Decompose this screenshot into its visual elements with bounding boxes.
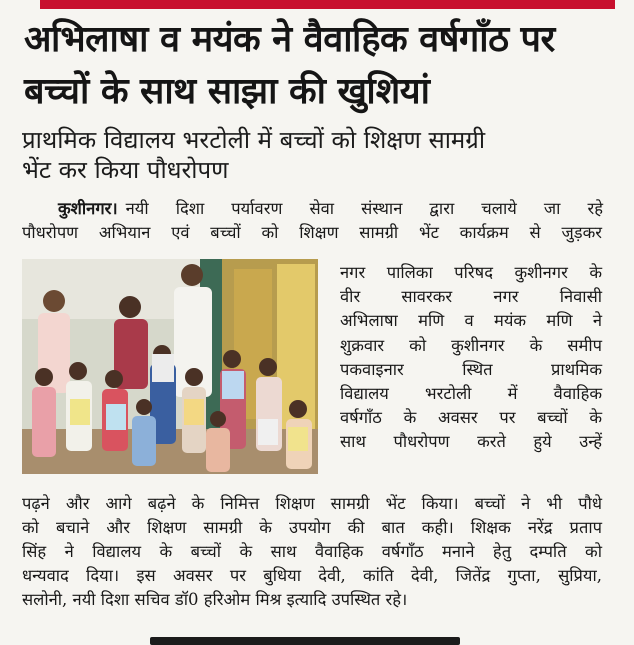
article-line: पढ़ने और आगे बढ़ने के निमित्त शिक्षण सामग्री भेंट किया। बच्चों ने भी पौधे (22, 494, 602, 513)
children-group-photo (22, 259, 318, 474)
article-line-1-row (58, 197, 603, 221)
subheadline-line-1: प्राथमिक विद्यालय भरटोली में बच्चों को शिक्षण सामग्री (22, 126, 486, 154)
subheadline-line-2: भेंट कर किया पौधरोपण (22, 156, 229, 184)
headline-line-1: अभिलाषा व मयंक ने वैवाहिक वर्षगाँठ पर (24, 19, 555, 60)
article-line: पौधरोपण अभियान एवं बच्चों को शिक्षण सामग्री भेंट कार्यक्रम से जुड़कर (22, 223, 602, 242)
article-line: वर्षगाँठ के अवसर पर बच्चों के (340, 408, 602, 427)
article-line: शुक्रवार को कुशीनगर के समीप (340, 336, 602, 355)
article-line: अभिलाषा मणि व मयंक मणि ने (340, 311, 602, 330)
dateline-place: कुशीनगर। (58, 199, 118, 218)
headline-line-2: बच्चों के साथ साझा की खुशियां (24, 71, 430, 112)
article-line: वीर सावरकर नगर निवासी (340, 287, 602, 306)
article-line: विद्यालय भरटोली में वैवाहिक (340, 384, 602, 403)
article-line: सलोनी, नयी दिशा सचिव डॉ0 हरिओम मिश्र इत्यादि उपस्थित रहे। (22, 590, 408, 609)
article-line: सिंह ने विद्यालय के बच्चों के साथ वैवाहिक वर्षगाँठ मनाने हेतु दम्पति को (22, 542, 602, 561)
article-line: को बचाने और शिक्षण सामग्री के उपयोग की बात कही। शिक्षक नरेंद्र प्रताप (22, 518, 602, 537)
next-article-headline-fragment (150, 637, 460, 645)
article-line: नयी दिशा पर्यावरण सेवा संस्थान द्वारा चलाये जा रहे (125, 199, 603, 218)
article-line: नगर पालिका परिषद कुशीनगर के (340, 263, 602, 282)
article-line: साथ पौधरोपण करते हुये उन्हें (340, 432, 602, 451)
red-top-rule (40, 0, 615, 9)
article-line: पकवाइनार स्थित प्राथमिक (340, 360, 602, 379)
article-line: धन्यवाद दिया। इस अवसर पर बुधिया देवी, कांति देवी, जितेंद्र गुप्ता, सुप्रिया, (22, 566, 602, 585)
event-photo (22, 259, 318, 474)
